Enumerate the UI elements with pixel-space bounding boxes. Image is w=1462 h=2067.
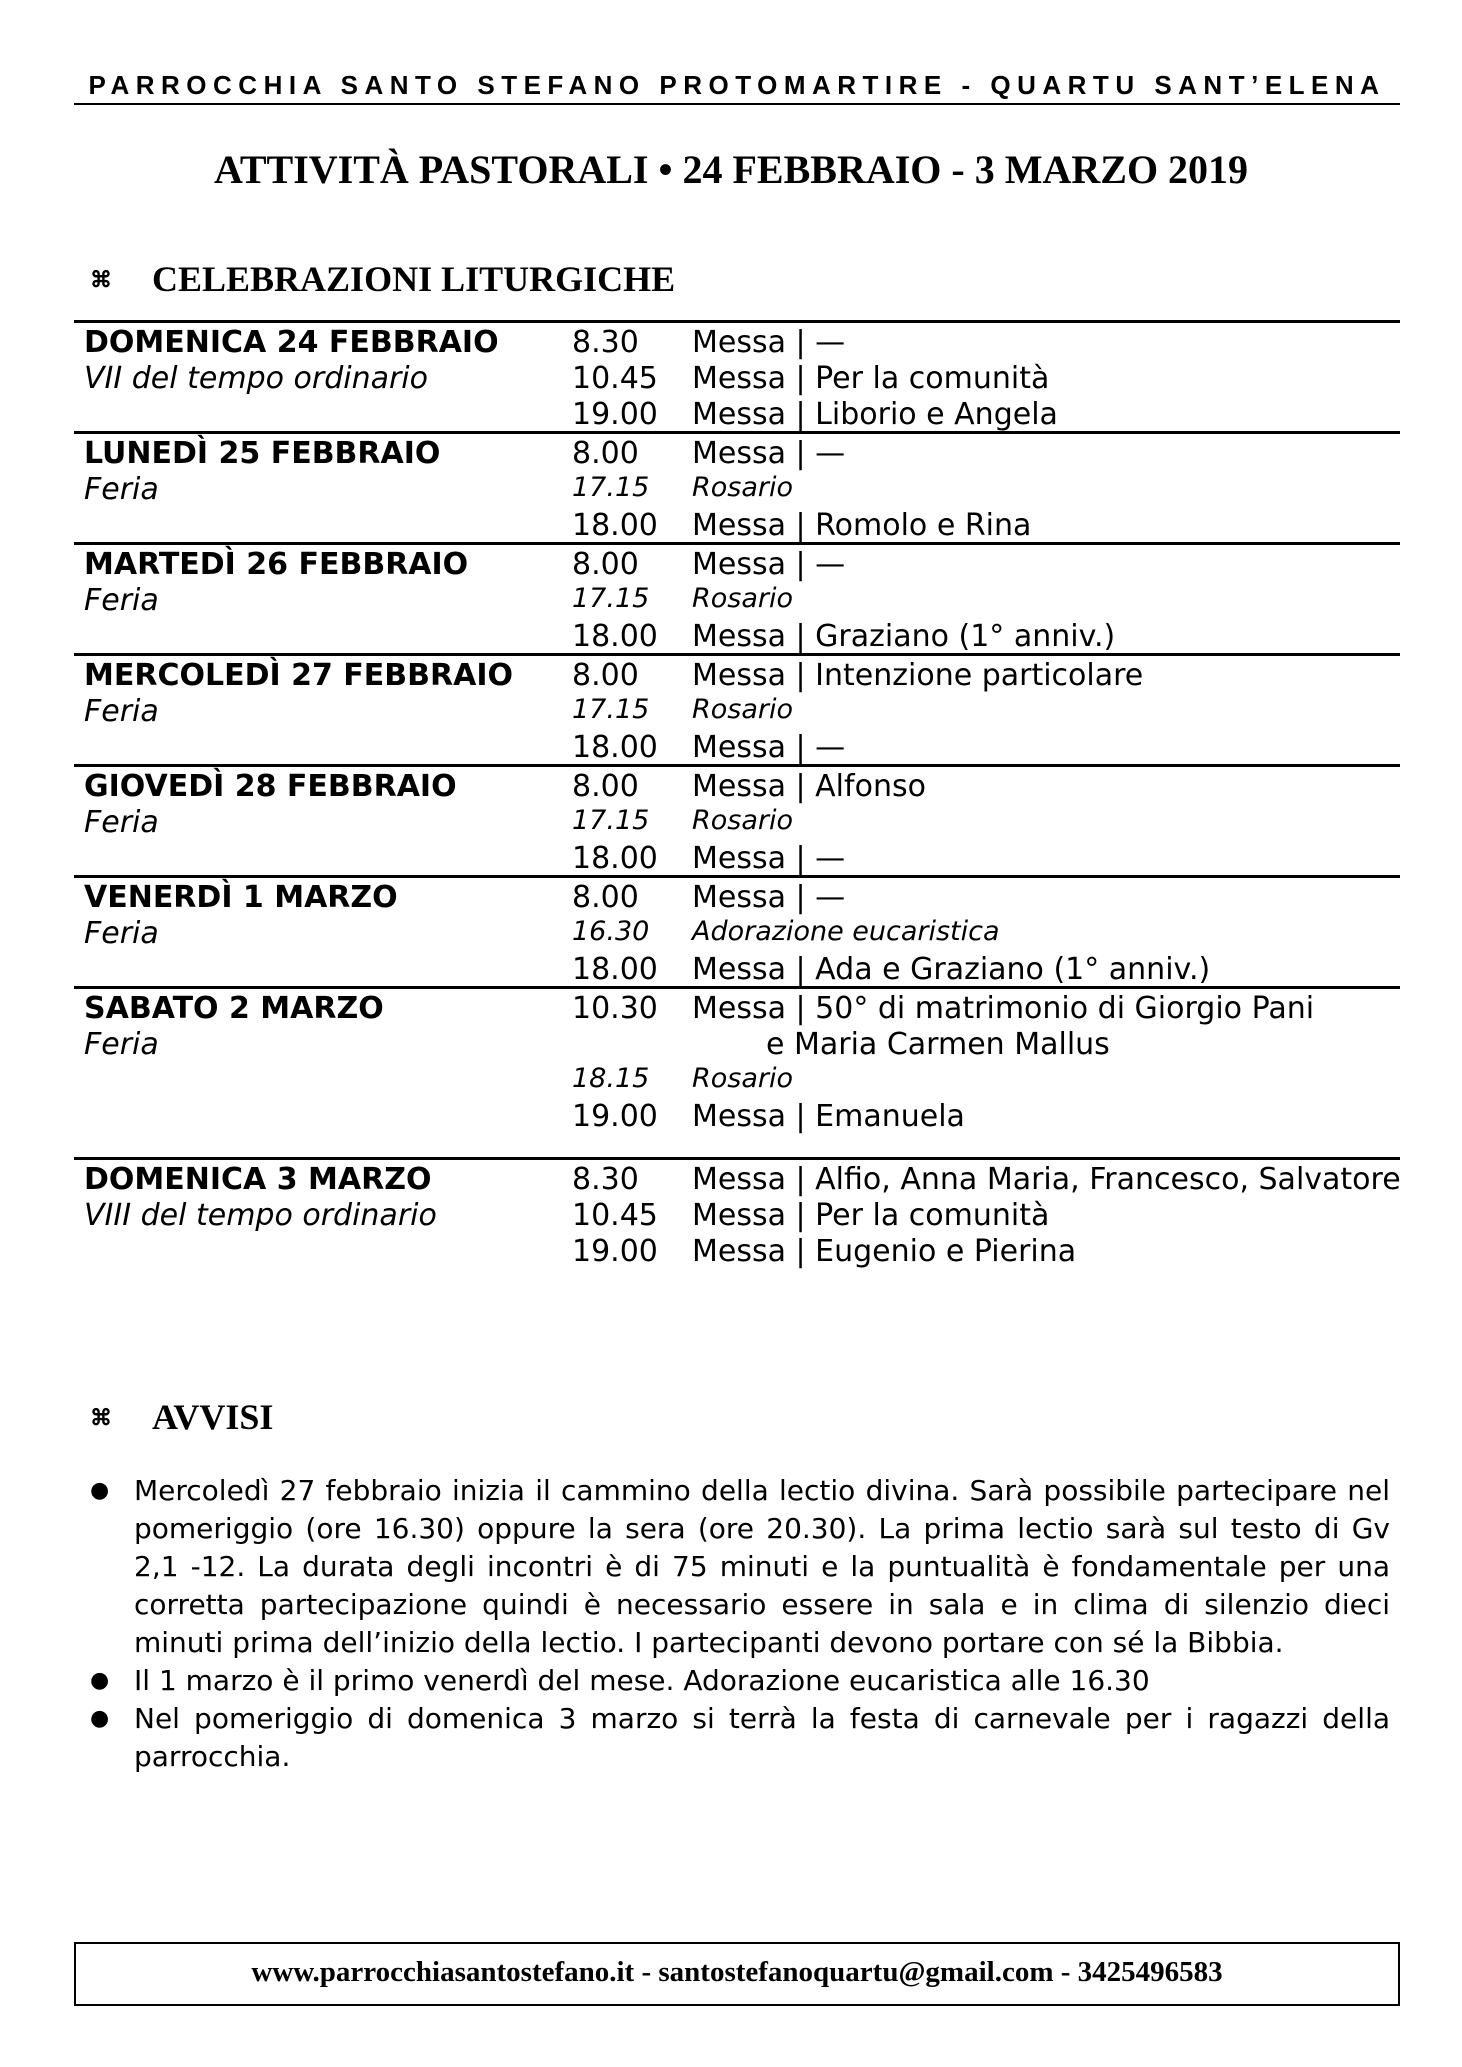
avvisi-list [90,1472,1390,1776]
section-marker-icon: ⌘ [90,1405,112,1430]
schedule-row [74,878,1400,914]
schedule-row [74,950,1400,986]
celebration: Messa | — [692,325,846,360]
time: 16.30 [572,916,650,947]
time: 18.00 [572,508,658,543]
day-name: DOMENICA 3 MARZO [84,1162,432,1197]
day-subtitle: Feria [84,583,159,618]
schedule-row [74,470,1400,506]
schedule-row [74,434,1400,470]
day-block [74,653,1400,764]
celebration: Messa | — [692,880,846,915]
time: 8.00 [572,658,639,693]
day-name: DOMENICA 24 FEBBRAIO [84,325,499,360]
day-block [74,431,1400,542]
schedule-row [74,617,1400,653]
section-marker-icon: ⌘ [90,267,112,292]
celebration: Messa | Alfio, Anna Maria, Francesco, Salvatore [692,1162,1401,1197]
time: 10.45 [572,361,658,396]
day-block [74,875,1400,986]
section-celebrazioni [90,258,675,300]
celebration: Messa | — [692,730,846,765]
time: 8.00 [572,436,639,471]
time: 19.00 [572,1234,658,1269]
celebration: Rosario [692,805,794,836]
time: 18.00 [572,730,658,765]
day-name: LUNEDÌ 25 FEBBRAIO [84,436,441,471]
page-title: ATTIVITÀ PASTORALI • 24 FEBBRAIO - 3 MARZO 2019 [213,147,1249,192]
time: 19.00 [572,1099,658,1134]
time: 18.00 [572,841,658,876]
schedule-row [74,728,1400,764]
footer-box [74,1942,1400,2006]
schedule-row [74,359,1400,395]
time: 18.00 [572,952,658,987]
schedule-row [74,914,1400,950]
day-name: VENERDÌ 1 MARZO [84,880,398,915]
celebration: e Maria Carmen Mallus [766,1027,1110,1062]
day-subtitle: Feria [84,805,159,840]
celebration: Messa | Ada e Graziano (1° anniv.) [692,952,1211,987]
section-avvisi-title: AVVISI [152,1397,274,1437]
schedule-row [74,1160,1400,1196]
celebration: Messa | — [692,436,846,471]
schedule-row [74,839,1400,875]
day-block [74,764,1400,875]
time: 18.15 [572,1063,650,1094]
day-subtitle: Feria [84,694,159,729]
time: 10.45 [572,1198,658,1233]
day-name: SABATO 2 MARZO [84,991,384,1026]
celebration: Messa | Per la comunità [692,361,1050,396]
celebration: Rosario [692,694,794,725]
schedule-row [74,1097,1400,1133]
schedule-row [74,545,1400,581]
schedule-row [74,656,1400,692]
header-rule [74,103,1400,105]
schedule-row [74,581,1400,617]
celebration: Messa | — [692,841,846,876]
avviso-item: ● Nel pomeriggio di domenica 3 marzo si terrà la festa di carnevale per i ragazzi della parrocchia. [90,1700,1390,1776]
day-block [74,986,1400,1133]
celebration: Messa | Graziano (1° anniv.) [692,619,1116,654]
footer-contacts: www.parrocchiasantostefano.it - santostefanoquartu@gmail.com - 3425496583 [251,1956,1223,1988]
time: 17.15 [572,583,650,614]
day-name: MERCOLEDÌ 27 FEBBRAIO [84,658,513,693]
time: 19.00 [572,397,658,432]
day-subtitle: Feria [84,472,159,507]
time: 8.30 [572,325,639,360]
schedule-row [74,1061,1400,1097]
section-avvisi [90,1396,273,1438]
day-block [74,1157,1400,1268]
section-celebrazioni-title: CELEBRAZIONI LITURGICHE [152,259,676,299]
celebration: Adorazione eucaristica [692,916,1000,947]
day-subtitle: VIII del tempo ordinario [84,1198,437,1233]
schedule-row [74,323,1400,359]
time: 17.15 [572,694,650,725]
schedule-row [74,1025,1400,1061]
celebration: Rosario [692,1063,794,1094]
celebration: Messa | Emanuela [692,1099,965,1134]
celebration: Messa | 50° di matrimonio di Giorgio Pani [692,991,1315,1026]
schedule-row [74,1196,1400,1232]
time: 8.00 [572,880,639,915]
schedule-row [74,803,1400,839]
time: 10.30 [572,991,658,1026]
celebration: Messa | Intenzione particolare [692,658,1144,693]
liturgical-schedule [74,320,1400,1268]
day-name: GIOVEDÌ 28 FEBBRAIO [84,769,457,804]
time: 17.15 [572,805,650,836]
celebration: Rosario [692,583,794,614]
time: 8.00 [572,769,639,804]
parish-header: PARROCCHIA SANTO STEFANO PROTOMARTIRE - QUARTU SANT’ELENA [88,70,1386,100]
day-subtitle: Feria [84,1027,159,1062]
time: 8.00 [572,547,639,582]
day-block [74,542,1400,653]
day-subtitle: VII del tempo ordinario [84,361,428,396]
avviso-item: ● Mercoledì 27 febbraio inizia il cammino della lectio divina. Sarà possibile partecipare nel pomeriggio (ore 16.30) oppure la sera (ore 20.30). La prima lectio sarà sul testo di Gv 2,1 -12. La durata degli incontri è di 75 minuti e la puntualità è fondamentale per una corretta partecipazione quindi è necessario essere in sala e in clima di silenzio dieci minuti prima dell’inizio della lectio. I partecipanti devono portare con sé la Bibbia. [90,1472,1390,1662]
day-subtitle: Feria [84,916,159,951]
celebration: Messa | Romolo e Rina [692,508,1032,543]
time: 17.15 [572,472,650,503]
time: 8.30 [572,1162,639,1197]
schedule-row [74,989,1400,1025]
celebration: Messa | Per la comunità [692,1198,1050,1233]
celebration: Messa | Alfonso [692,769,926,804]
schedule-row [74,395,1400,431]
schedule-row [74,506,1400,542]
schedule-row [74,692,1400,728]
celebration: Messa | — [692,547,846,582]
day-name: MARTEDÌ 26 FEBBRAIO [84,547,469,582]
day-block [74,320,1400,431]
celebration: Messa | Liborio e Angela [692,397,1058,432]
avviso-item: ● Il 1 marzo è il primo venerdì del mese. Adorazione eucaristica alle 16.30 [90,1662,1390,1700]
celebration: Messa | Eugenio e Pierina [692,1234,1077,1269]
schedule-row [74,767,1400,803]
celebration: Rosario [692,472,794,503]
schedule-row [74,1232,1400,1268]
time: 18.00 [572,619,658,654]
